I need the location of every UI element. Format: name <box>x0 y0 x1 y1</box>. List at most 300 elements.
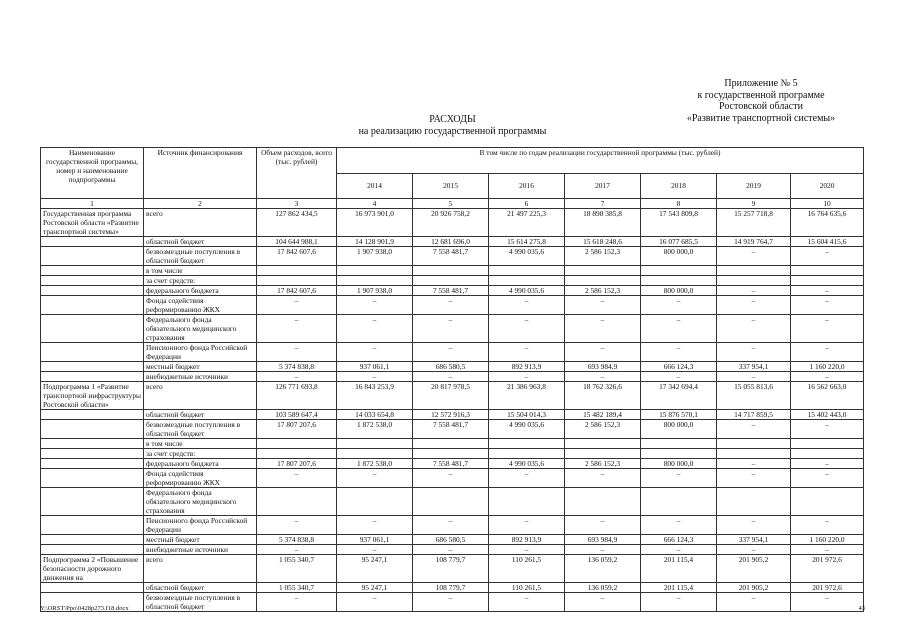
year-header: 2017 <box>565 173 641 199</box>
year-value: – <box>791 343 864 362</box>
year-value <box>717 266 791 276</box>
table-row <box>41 247 864 266</box>
table-row <box>41 439 864 449</box>
program-name-cont <box>41 247 144 266</box>
year-value: – <box>413 469 489 488</box>
total-value: – <box>257 469 337 488</box>
year-value: 1 160 220,0 <box>791 535 864 545</box>
year-header: 2020 <box>791 173 864 199</box>
total-value: 17 807 207,6 <box>257 459 337 469</box>
total-value: 127 862 434,5 <box>257 209 337 237</box>
year-value: – <box>413 343 489 362</box>
year-value: 1 872 538,0 <box>337 420 413 439</box>
table-row <box>41 209 864 237</box>
year-value: – <box>791 296 864 315</box>
year-value: 666 124,3 <box>641 362 717 372</box>
column-number: 5 <box>413 199 489 209</box>
year-value: 12 681 696,0 <box>413 237 489 247</box>
year-value <box>717 449 791 459</box>
funding-source: Пенсионного фонда Российской Федерации <box>144 343 257 362</box>
year-value: – <box>791 286 864 296</box>
funding-source: Федерального фонда обязательного медицинского страхования <box>144 488 257 516</box>
total-value: – <box>257 372 337 382</box>
program-name-cont <box>41 266 144 276</box>
program-name-cont <box>41 469 144 488</box>
year-value: 17 342 694,4 <box>641 382 717 410</box>
year-value: – <box>791 593 864 612</box>
table-row <box>41 276 864 286</box>
year-value: 800 000,0 <box>641 286 717 296</box>
table-row <box>41 545 864 555</box>
year-value: – <box>413 516 489 535</box>
year-value <box>489 276 565 286</box>
year-value <box>717 439 791 449</box>
year-value: – <box>337 516 413 535</box>
year-value <box>413 266 489 276</box>
col-total-header: Объем расходов, всего (тыс. рублей) <box>257 148 337 199</box>
column-number: 1 <box>41 199 144 209</box>
column-number: 2 <box>144 199 257 209</box>
year-value: – <box>489 545 565 555</box>
year-value <box>641 276 717 286</box>
year-value: 108 779,7 <box>413 583 489 593</box>
year-value: – <box>641 315 717 343</box>
year-value: – <box>489 469 565 488</box>
program-name-cont <box>41 362 144 372</box>
total-value: – <box>257 593 337 612</box>
file-path: Y:\ORST\Ppo\0428p273.f18.docx <box>40 605 129 612</box>
year-value: 20 926 758,2 <box>413 209 489 237</box>
year-value <box>791 449 864 459</box>
year-value: – <box>489 516 565 535</box>
program-name-cont <box>41 545 144 555</box>
table-row <box>41 583 864 593</box>
year-value: – <box>717 343 791 362</box>
table-row <box>41 555 864 583</box>
program-name-cont <box>41 286 144 296</box>
year-value <box>489 266 565 276</box>
year-value: 15 618 248,6 <box>565 237 641 247</box>
year-value: – <box>565 516 641 535</box>
year-value: – <box>565 343 641 362</box>
program-name: Подпрограмма 2 «Повышение безопасности дорожного движения на <box>41 555 144 583</box>
expenses-table <box>40 147 864 612</box>
funding-source: федерального бюджета <box>144 459 257 469</box>
year-value: – <box>717 459 791 469</box>
year-value: – <box>565 296 641 315</box>
year-value: – <box>565 469 641 488</box>
year-value: – <box>337 545 413 555</box>
header-row <box>41 148 864 174</box>
year-value: – <box>717 469 791 488</box>
program-name-cont <box>41 372 144 382</box>
table-row <box>41 488 864 516</box>
funding-source: местный бюджет <box>144 535 257 545</box>
column-number: 3 <box>257 199 337 209</box>
year-value <box>489 439 565 449</box>
year-value: – <box>791 420 864 439</box>
year-value: 16 562 663,0 <box>791 382 864 410</box>
table-row <box>41 449 864 459</box>
year-value <box>337 488 413 516</box>
year-value: – <box>717 315 791 343</box>
column-number: 4 <box>337 199 413 209</box>
funding-source: областной бюджет <box>144 237 257 247</box>
funding-source: областной бюджет <box>144 410 257 420</box>
year-value: – <box>717 286 791 296</box>
program-name-cont <box>41 535 144 545</box>
program-name-cont <box>41 583 144 593</box>
total-value <box>257 449 337 459</box>
year-value: – <box>413 315 489 343</box>
year-value: – <box>565 315 641 343</box>
funding-source: Федерального фонда обязательного медицинского страхования <box>144 315 257 343</box>
year-value: 693 984,9 <box>565 362 641 372</box>
year-value <box>413 449 489 459</box>
year-value: 15 402 443,0 <box>791 410 864 420</box>
year-value <box>791 439 864 449</box>
year-value <box>791 266 864 276</box>
year-value: – <box>337 315 413 343</box>
program-name: Государственная программа Ростовской области «Развитие транспортной системы» <box>41 209 144 237</box>
funding-source: федерального бюджета <box>144 286 257 296</box>
year-value: 201 115,4 <box>641 583 717 593</box>
year-value: – <box>413 593 489 612</box>
year-value: 95 247,1 <box>337 583 413 593</box>
year-value <box>337 449 413 459</box>
year-value: 2 586 152,3 <box>565 247 641 266</box>
program-name-cont <box>41 449 144 459</box>
funding-source: областной бюджет <box>144 583 257 593</box>
year-value: – <box>641 372 717 382</box>
year-value: 16 973 901,0 <box>337 209 413 237</box>
year-value: – <box>717 420 791 439</box>
year-value: 15 257 718,8 <box>717 209 791 237</box>
year-value <box>641 488 717 516</box>
year-value: 201 115,4 <box>641 555 717 583</box>
year-value: 18 898 385,8 <box>565 209 641 237</box>
year-value <box>791 276 864 286</box>
year-value <box>565 488 641 516</box>
table-row <box>41 286 864 296</box>
program-name-cont <box>41 296 144 315</box>
total-value: 104 644 988,1 <box>257 237 337 247</box>
funding-source: за счет средств: <box>144 276 257 286</box>
year-value: 16 764 635,6 <box>791 209 864 237</box>
total-value: 5 374 838,8 <box>257 362 337 372</box>
year-header: 2016 <box>489 173 565 199</box>
year-value: 7 558 481,7 <box>413 247 489 266</box>
year-value: 95 247,1 <box>337 555 413 583</box>
year-value: 1 160 220,0 <box>791 362 864 372</box>
funding-source: за счет средств: <box>144 449 257 459</box>
year-value <box>717 276 791 286</box>
program-name-cont <box>41 343 144 362</box>
funding-source: в том числе <box>144 439 257 449</box>
total-value: 17 842 607,6 <box>257 247 337 266</box>
program-name-cont <box>41 315 144 343</box>
year-value: 15 604 415,6 <box>791 237 864 247</box>
column-number: 8 <box>641 199 717 209</box>
total-value: 126 771 693,8 <box>257 382 337 410</box>
year-value: 4 990 035,6 <box>489 247 565 266</box>
year-value <box>337 266 413 276</box>
total-value <box>257 439 337 449</box>
col-years-header: В том числе по годам реализации государственной программы (тыс. рублей) <box>337 148 864 174</box>
table-row <box>41 535 864 545</box>
year-value: – <box>717 296 791 315</box>
year-value <box>489 449 565 459</box>
table-row <box>41 410 864 420</box>
year-value: 7 558 481,7 <box>413 420 489 439</box>
year-value: 20 817 978,5 <box>413 382 489 410</box>
total-value: 1 055 340,7 <box>257 583 337 593</box>
total-value: – <box>257 545 337 555</box>
year-value: 136 059,2 <box>565 555 641 583</box>
table-row <box>41 516 864 535</box>
funding-source: безвозмездные поступления в областной бюджет <box>144 247 257 266</box>
year-value: 14 717 859,5 <box>717 410 791 420</box>
column-number: 7 <box>565 199 641 209</box>
year-value: 800 000,0 <box>641 247 717 266</box>
year-header: 2018 <box>641 173 717 199</box>
year-value: 2 586 152,3 <box>565 286 641 296</box>
year-value: 14 033 654,8 <box>337 410 413 420</box>
year-value: 800 000,0 <box>641 459 717 469</box>
year-value: – <box>641 545 717 555</box>
program-name-cont <box>41 516 144 535</box>
year-value: – <box>565 545 641 555</box>
total-value: 5 374 838,8 <box>257 535 337 545</box>
year-value: 110 261,5 <box>489 583 565 593</box>
year-value <box>413 439 489 449</box>
funding-source: безвозмездные поступления в областной бюджет <box>144 593 257 612</box>
program-name-cont <box>41 459 144 469</box>
year-value: – <box>791 469 864 488</box>
year-value: 15 482 189,4 <box>565 410 641 420</box>
year-header: 2015 <box>413 173 489 199</box>
total-value: 103 589 647,4 <box>257 410 337 420</box>
column-number: 10 <box>791 199 864 209</box>
year-value: – <box>337 296 413 315</box>
appendix-line: Ростовской области <box>719 101 803 112</box>
program-name-cont <box>41 488 144 516</box>
year-value: 666 124,3 <box>641 535 717 545</box>
total-value: – <box>257 516 337 535</box>
year-value: 201 905,2 <box>717 583 791 593</box>
year-value: – <box>641 343 717 362</box>
page-number: 43 <box>858 605 865 612</box>
year-value: – <box>413 296 489 315</box>
year-value: – <box>413 372 489 382</box>
funding-source: Фонда содействия реформированию ЖКХ <box>144 296 257 315</box>
year-value <box>565 449 641 459</box>
funding-source: всего <box>144 382 257 410</box>
total-value: – <box>257 296 337 315</box>
program-name: Подпрограмма 1 «Развитие транспортной инфраструктуры Ростовской области» <box>41 382 144 410</box>
program-name-cont <box>41 420 144 439</box>
year-value: 1 872 538,0 <box>337 459 413 469</box>
funding-source: безвозмездные поступления в областной бюджет <box>144 420 257 439</box>
year-value <box>489 488 565 516</box>
year-value: – <box>717 516 791 535</box>
year-value: – <box>489 315 565 343</box>
table-row <box>41 362 864 372</box>
year-value <box>565 276 641 286</box>
year-value: – <box>717 247 791 266</box>
year-value: 2 586 152,3 <box>565 420 641 439</box>
funding-source: внебюджетные источники <box>144 372 257 382</box>
year-value: 686 580,5 <box>413 362 489 372</box>
funding-source: местный бюджет <box>144 362 257 372</box>
year-value: 686 580,5 <box>413 535 489 545</box>
year-value: – <box>641 516 717 535</box>
table-row <box>41 296 864 315</box>
funding-source: в том числе <box>144 266 257 276</box>
appendix-line: Приложение № 5 <box>724 78 798 89</box>
col-source-header: Источник финансирования <box>144 148 257 199</box>
year-value: 15 876 570,1 <box>641 410 717 420</box>
table-row <box>41 343 864 362</box>
year-value: 15 614 275,8 <box>489 237 565 247</box>
year-value: 15 055 813,6 <box>717 382 791 410</box>
year-value: – <box>717 545 791 555</box>
year-value: 14 919 764,7 <box>717 237 791 247</box>
year-value: 4 990 035,6 <box>489 459 565 469</box>
year-value: – <box>489 343 565 362</box>
year-value: – <box>717 372 791 382</box>
year-value <box>565 266 641 276</box>
table-body <box>41 199 864 612</box>
year-value: 136 059,2 <box>565 583 641 593</box>
total-value <box>257 488 337 516</box>
funding-source: Пенсионного фонда Российской Федерации <box>144 516 257 535</box>
year-value: 108 779,7 <box>413 555 489 583</box>
col-name-header: Наименование государственной программы, номер и наименование подпрограммы <box>41 148 144 199</box>
total-value: 1 055 340,7 <box>257 555 337 583</box>
total-value: 17 807 207,6 <box>257 420 337 439</box>
program-name-cont <box>41 410 144 420</box>
table-row <box>41 593 864 612</box>
table-row <box>41 315 864 343</box>
table-row <box>41 469 864 488</box>
year-value <box>337 439 413 449</box>
year-value: 21 386 963,8 <box>489 382 565 410</box>
year-value: – <box>641 469 717 488</box>
year-value: – <box>489 593 565 612</box>
year-value: – <box>337 343 413 362</box>
appendix-line: к государственной программе <box>697 89 825 101</box>
year-value: 110 261,5 <box>489 555 565 583</box>
year-value: 892 913,9 <box>489 535 565 545</box>
year-value: – <box>641 593 717 612</box>
total-value: – <box>257 315 337 343</box>
year-value <box>641 266 717 276</box>
total-value: – <box>257 343 337 362</box>
year-value: 7 558 481,7 <box>413 286 489 296</box>
year-value: 7 558 481,7 <box>413 459 489 469</box>
document-title: РАСХОДЫ <box>429 114 476 125</box>
year-value: – <box>791 459 864 469</box>
year-value: – <box>489 372 565 382</box>
year-value <box>717 488 791 516</box>
year-value: 17 543 809,8 <box>641 209 717 237</box>
year-value: – <box>565 372 641 382</box>
table-row <box>41 420 864 439</box>
year-value: 12 572 916,3 <box>413 410 489 420</box>
year-value <box>413 276 489 286</box>
funding-source: всего <box>144 209 257 237</box>
year-value: – <box>791 315 864 343</box>
year-value: – <box>337 593 413 612</box>
year-value: 15 504 014,3 <box>489 410 565 420</box>
year-value: – <box>337 469 413 488</box>
table-row <box>41 266 864 276</box>
year-value <box>791 488 864 516</box>
year-value: – <box>489 296 565 315</box>
funding-source: всего <box>144 555 257 583</box>
year-value: 693 984,9 <box>565 535 641 545</box>
table-row <box>41 237 864 247</box>
year-value: 16 843 253,9 <box>337 382 413 410</box>
total-value: 17 842 607,6 <box>257 286 337 296</box>
year-value: – <box>565 593 641 612</box>
year-value: 2 586 152,3 <box>565 459 641 469</box>
year-value: 4 990 035,6 <box>489 420 565 439</box>
year-value: 21 497 225,3 <box>489 209 565 237</box>
year-value: 201 972,6 <box>791 583 864 593</box>
funding-source: внебюджетные источники <box>144 545 257 555</box>
year-value: 14 128 901,9 <box>337 237 413 247</box>
year-value <box>413 488 489 516</box>
year-value: 337 954,1 <box>717 362 791 372</box>
column-number: 6 <box>489 199 565 209</box>
year-value: 337 954,1 <box>717 535 791 545</box>
total-value <box>257 266 337 276</box>
year-value: – <box>641 296 717 315</box>
year-value <box>641 449 717 459</box>
year-value: – <box>791 247 864 266</box>
year-value: – <box>791 516 864 535</box>
total-value <box>257 276 337 286</box>
document-subtitle: на реализацию государственной программы <box>358 126 547 137</box>
year-value: – <box>717 593 791 612</box>
column-number: 9 <box>717 199 791 209</box>
year-value: 4 990 035,6 <box>489 286 565 296</box>
year-value: 1 907 938,0 <box>337 286 413 296</box>
program-name-cont <box>41 237 144 247</box>
year-value: 1 907 938,0 <box>337 247 413 266</box>
funding-source: Фонда содействия реформированию ЖКХ <box>144 469 257 488</box>
year-value: 18 762 326,6 <box>565 382 641 410</box>
year-value: 800 000,0 <box>641 420 717 439</box>
year-value: 892 913,9 <box>489 362 565 372</box>
year-value <box>565 439 641 449</box>
program-name-cont <box>41 276 144 286</box>
year-value: – <box>791 545 864 555</box>
year-value: – <box>413 545 489 555</box>
year-value: 937 061,1 <box>337 362 413 372</box>
table-row <box>41 372 864 382</box>
year-value: 16 077 685,5 <box>641 237 717 247</box>
column-number-row <box>41 199 864 209</box>
year-value: 201 972,6 <box>791 555 864 583</box>
year-value <box>641 439 717 449</box>
year-value: 201 905,2 <box>717 555 791 583</box>
year-value: 937 061,1 <box>337 535 413 545</box>
year-value: – <box>791 372 864 382</box>
year-value <box>337 276 413 286</box>
